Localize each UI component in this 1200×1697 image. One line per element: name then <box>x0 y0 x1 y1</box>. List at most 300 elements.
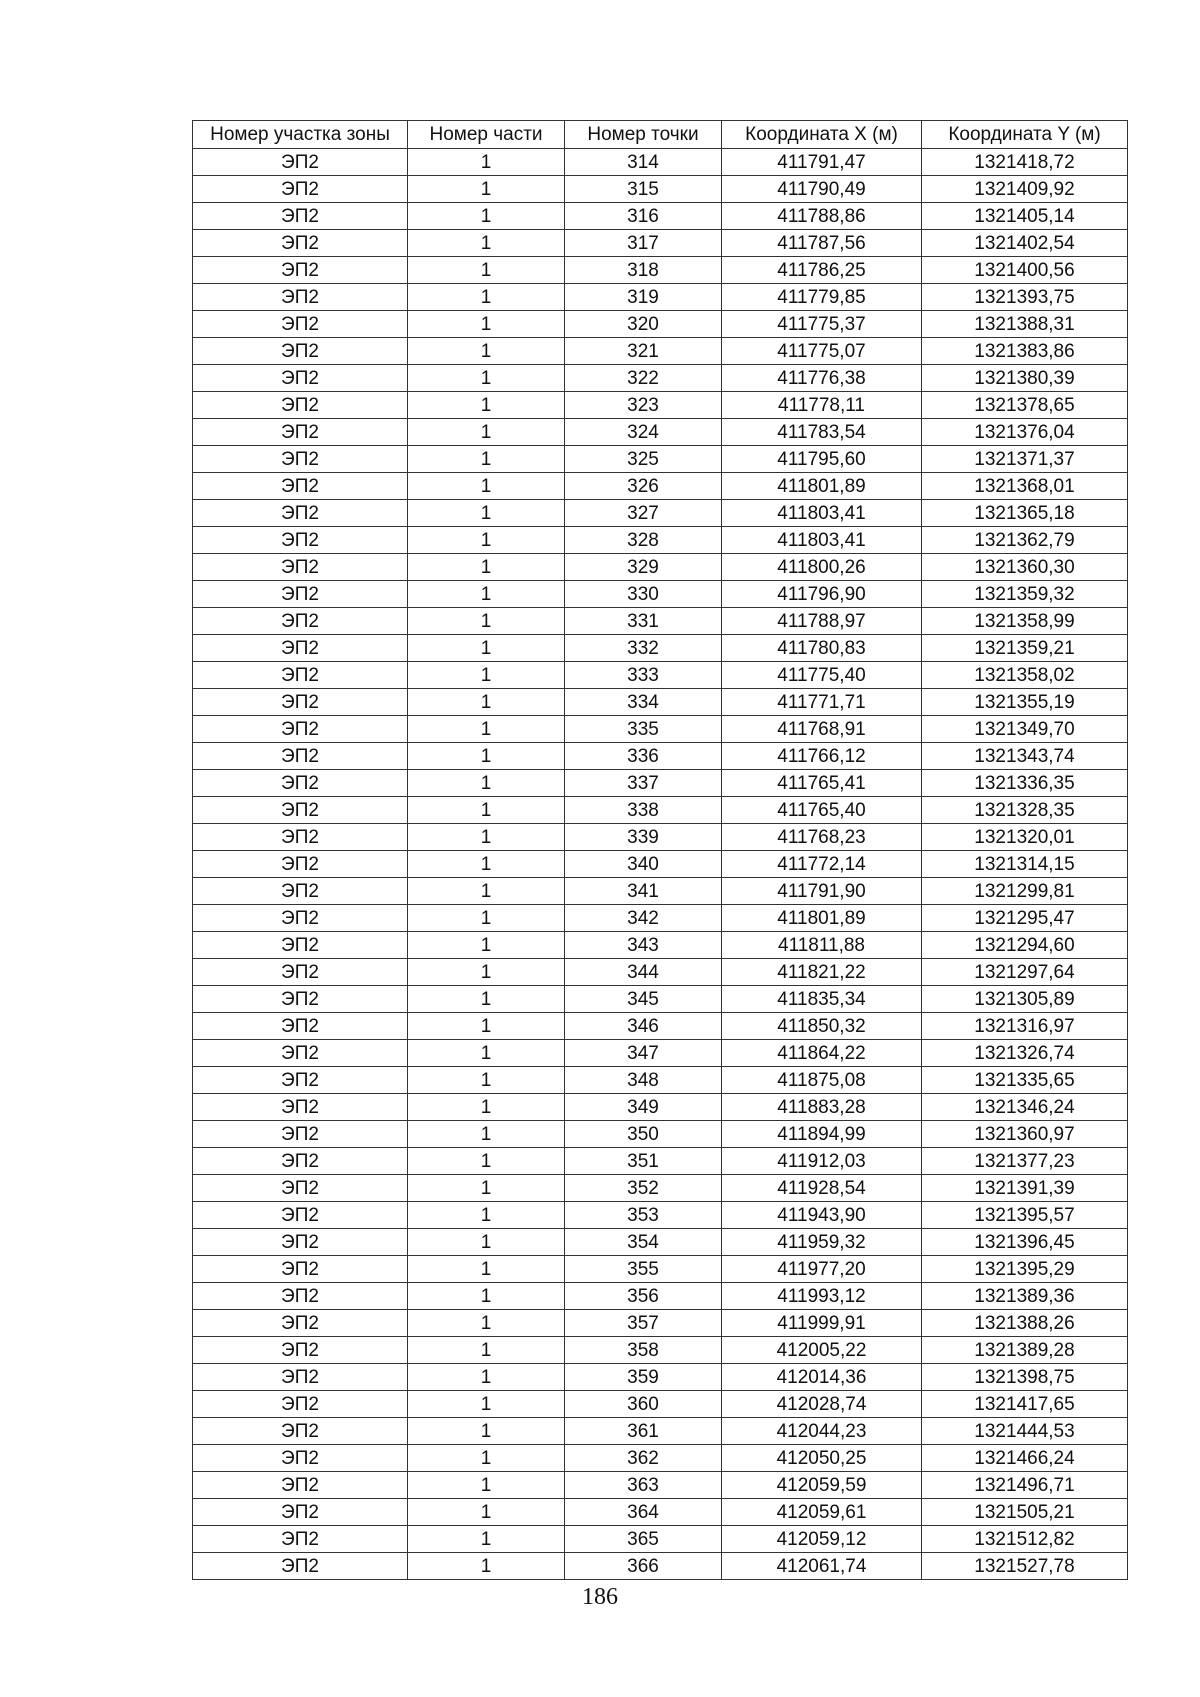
cell-coordinate-x: 411864,22 <box>722 1040 922 1067</box>
table-row <box>193 1526 1128 1553</box>
cell-point-number: 331 <box>565 608 722 635</box>
table-row <box>193 743 1128 770</box>
table-row <box>193 338 1128 365</box>
cell-part-number: 1 <box>408 500 565 527</box>
table-row <box>193 473 1128 500</box>
cell-coordinate-y: 1321380,39 <box>922 365 1128 392</box>
page-number: 186 <box>582 1584 618 1610</box>
cell-point-number: 365 <box>565 1526 722 1553</box>
cell-coordinate-x: 411775,40 <box>722 662 922 689</box>
cell-part-number: 1 <box>408 257 565 284</box>
cell-coordinate-x: 411912,03 <box>722 1148 922 1175</box>
cell-coordinate-x: 412050,25 <box>722 1445 922 1472</box>
cell-zone-section: ЭП2 <box>193 1283 408 1310</box>
cell-coordinate-y: 1321388,31 <box>922 311 1128 338</box>
cell-part-number: 1 <box>408 1013 565 1040</box>
cell-part-number: 1 <box>408 446 565 473</box>
cell-zone-section: ЭП2 <box>193 203 408 230</box>
cell-point-number: 336 <box>565 743 722 770</box>
cell-part-number: 1 <box>408 338 565 365</box>
cell-zone-section: ЭП2 <box>193 851 408 878</box>
cell-coordinate-y: 1321377,23 <box>922 1148 1128 1175</box>
cell-coordinate-x: 411801,89 <box>722 905 922 932</box>
table-row <box>193 716 1128 743</box>
table-row <box>193 230 1128 257</box>
cell-part-number: 1 <box>408 311 565 338</box>
table-row <box>193 500 1128 527</box>
header-point-number: Номер точки <box>565 121 722 149</box>
cell-coordinate-x: 412059,59 <box>722 1472 922 1499</box>
table-row <box>193 203 1128 230</box>
cell-zone-section: ЭП2 <box>193 581 408 608</box>
table-row <box>193 1472 1128 1499</box>
cell-coordinate-y: 1321395,57 <box>922 1202 1128 1229</box>
cell-coordinate-x: 411787,56 <box>722 230 922 257</box>
table-row <box>193 851 1128 878</box>
cell-zone-section: ЭП2 <box>193 1121 408 1148</box>
cell-coordinate-x: 411776,38 <box>722 365 922 392</box>
header-part-number: Номер части <box>408 121 565 149</box>
cell-zone-section: ЭП2 <box>193 1310 408 1337</box>
cell-coordinate-x: 411800,26 <box>722 554 922 581</box>
cell-coordinate-y: 1321371,37 <box>922 446 1128 473</box>
table-row <box>193 1148 1128 1175</box>
cell-zone-section: ЭП2 <box>193 959 408 986</box>
cell-zone-section: ЭП2 <box>193 527 408 554</box>
cell-part-number: 1 <box>408 365 565 392</box>
cell-part-number: 1 <box>408 1445 565 1472</box>
cell-part-number: 1 <box>408 230 565 257</box>
cell-point-number: 314 <box>565 149 722 176</box>
cell-coordinate-x: 412005,22 <box>722 1337 922 1364</box>
table-header <box>193 121 1128 149</box>
cell-point-number: 335 <box>565 716 722 743</box>
cell-coordinate-x: 411977,20 <box>722 1256 922 1283</box>
cell-point-number: 363 <box>565 1472 722 1499</box>
cell-part-number: 1 <box>408 851 565 878</box>
cell-coordinate-y: 1321355,19 <box>922 689 1128 716</box>
table-row <box>193 635 1128 662</box>
cell-coordinate-x: 411803,41 <box>722 500 922 527</box>
cell-coordinate-x: 412059,12 <box>722 1526 922 1553</box>
cell-zone-section: ЭП2 <box>193 932 408 959</box>
cell-coordinate-y: 1321389,36 <box>922 1283 1128 1310</box>
cell-point-number: 337 <box>565 770 722 797</box>
cell-zone-section: ЭП2 <box>193 446 408 473</box>
cell-coordinate-x: 412044,23 <box>722 1418 922 1445</box>
cell-zone-section: ЭП2 <box>193 1553 408 1580</box>
cell-part-number: 1 <box>408 1175 565 1202</box>
cell-coordinate-y: 1321362,79 <box>922 527 1128 554</box>
cell-zone-section: ЭП2 <box>193 149 408 176</box>
table-row <box>193 1337 1128 1364</box>
cell-coordinate-y: 1321346,24 <box>922 1094 1128 1121</box>
cell-coordinate-x: 411803,41 <box>722 527 922 554</box>
cell-coordinate-x: 411959,32 <box>722 1229 922 1256</box>
cell-zone-section: ЭП2 <box>193 743 408 770</box>
cell-coordinate-x: 411778,11 <box>722 392 922 419</box>
cell-coordinate-y: 1321409,92 <box>922 176 1128 203</box>
table-row <box>193 1175 1128 1202</box>
cell-coordinate-y: 1321314,15 <box>922 851 1128 878</box>
table-row <box>193 1445 1128 1472</box>
cell-part-number: 1 <box>408 1310 565 1337</box>
cell-part-number: 1 <box>408 743 565 770</box>
table-row <box>193 419 1128 446</box>
table-row <box>193 1202 1128 1229</box>
cell-part-number: 1 <box>408 554 565 581</box>
cell-zone-section: ЭП2 <box>193 1148 408 1175</box>
table-row <box>193 1553 1128 1580</box>
cell-coordinate-x: 411993,12 <box>722 1283 922 1310</box>
cell-point-number: 355 <box>565 1256 722 1283</box>
table-row <box>193 149 1128 176</box>
cell-coordinate-y: 1321360,97 <box>922 1121 1128 1148</box>
cell-coordinate-x: 411801,89 <box>722 473 922 500</box>
cell-part-number: 1 <box>408 1418 565 1445</box>
cell-part-number: 1 <box>408 689 565 716</box>
cell-zone-section: ЭП2 <box>193 608 408 635</box>
cell-coordinate-y: 1321349,70 <box>922 716 1128 743</box>
cell-coordinate-y: 1321294,60 <box>922 932 1128 959</box>
cell-coordinate-y: 1321388,26 <box>922 1310 1128 1337</box>
cell-coordinate-x: 411875,08 <box>722 1067 922 1094</box>
cell-zone-section: ЭП2 <box>193 392 408 419</box>
cell-point-number: 345 <box>565 986 722 1013</box>
cell-coordinate-y: 1321320,01 <box>922 824 1128 851</box>
cell-coordinate-x: 411795,60 <box>722 446 922 473</box>
cell-part-number: 1 <box>408 635 565 662</box>
cell-coordinate-y: 1321512,82 <box>922 1526 1128 1553</box>
table-row <box>193 878 1128 905</box>
cell-part-number: 1 <box>408 1283 565 1310</box>
cell-zone-section: ЭП2 <box>193 1364 408 1391</box>
cell-point-number: 338 <box>565 797 722 824</box>
table-row <box>193 797 1128 824</box>
cell-part-number: 1 <box>408 1256 565 1283</box>
table-row <box>193 1229 1128 1256</box>
cell-coordinate-y: 1321365,18 <box>922 500 1128 527</box>
cell-part-number: 1 <box>408 1499 565 1526</box>
cell-part-number: 1 <box>408 284 565 311</box>
cell-point-number: 319 <box>565 284 722 311</box>
cell-coordinate-y: 1321359,32 <box>922 581 1128 608</box>
cell-point-number: 360 <box>565 1391 722 1418</box>
cell-point-number: 318 <box>565 257 722 284</box>
cell-coordinate-y: 1321466,24 <box>922 1445 1128 1472</box>
cell-part-number: 1 <box>408 1121 565 1148</box>
cell-coordinate-y: 1321358,02 <box>922 662 1128 689</box>
cell-coordinate-x: 412028,74 <box>722 1391 922 1418</box>
cell-part-number: 1 <box>408 527 565 554</box>
cell-part-number: 1 <box>408 1094 565 1121</box>
cell-coordinate-y: 1321396,45 <box>922 1229 1128 1256</box>
cell-zone-section: ЭП2 <box>193 1391 408 1418</box>
table-row <box>193 392 1128 419</box>
cell-coordinate-x: 411786,25 <box>722 257 922 284</box>
cell-coordinate-y: 1321295,47 <box>922 905 1128 932</box>
cell-part-number: 1 <box>408 1553 565 1580</box>
cell-coordinate-x: 411768,23 <box>722 824 922 851</box>
cell-part-number: 1 <box>408 1202 565 1229</box>
table-row <box>193 986 1128 1013</box>
cell-coordinate-y: 1321358,99 <box>922 608 1128 635</box>
cell-coordinate-x: 411768,91 <box>722 716 922 743</box>
cell-coordinate-y: 1321343,74 <box>922 743 1128 770</box>
cell-part-number: 1 <box>408 878 565 905</box>
cell-point-number: 334 <box>565 689 722 716</box>
cell-part-number: 1 <box>408 1472 565 1499</box>
cell-coordinate-x: 411765,41 <box>722 770 922 797</box>
table-row <box>193 446 1128 473</box>
cell-part-number: 1 <box>408 149 565 176</box>
cell-zone-section: ЭП2 <box>193 257 408 284</box>
cell-coordinate-y: 1321359,21 <box>922 635 1128 662</box>
cell-coordinate-x: 411783,54 <box>722 419 922 446</box>
cell-coordinate-y: 1321368,01 <box>922 473 1128 500</box>
cell-point-number: 343 <box>565 932 722 959</box>
table-row <box>193 959 1128 986</box>
cell-part-number: 1 <box>408 959 565 986</box>
cell-point-number: 317 <box>565 230 722 257</box>
cell-coordinate-x: 411821,22 <box>722 959 922 986</box>
cell-part-number: 1 <box>408 608 565 635</box>
table-row <box>193 176 1128 203</box>
cell-coordinate-x: 411928,54 <box>722 1175 922 1202</box>
cell-coordinate-y: 1321305,89 <box>922 986 1128 1013</box>
cell-coordinate-y: 1321336,35 <box>922 770 1128 797</box>
cell-point-number: 316 <box>565 203 722 230</box>
cell-zone-section: ЭП2 <box>193 1013 408 1040</box>
cell-coordinate-y: 1321378,65 <box>922 392 1128 419</box>
cell-point-number: 353 <box>565 1202 722 1229</box>
cell-part-number: 1 <box>408 1148 565 1175</box>
cell-coordinate-x: 411775,07 <box>722 338 922 365</box>
cell-coordinate-x: 411943,90 <box>722 1202 922 1229</box>
cell-zone-section: ЭП2 <box>193 635 408 662</box>
cell-zone-section: ЭП2 <box>193 473 408 500</box>
header-coordinate-y: Координата Y (м) <box>922 121 1128 149</box>
cell-point-number: 352 <box>565 1175 722 1202</box>
cell-zone-section: ЭП2 <box>193 797 408 824</box>
cell-part-number: 1 <box>408 986 565 1013</box>
cell-point-number: 340 <box>565 851 722 878</box>
cell-part-number: 1 <box>408 1229 565 1256</box>
cell-point-number: 357 <box>565 1310 722 1337</box>
cell-coordinate-x: 411788,97 <box>722 608 922 635</box>
cell-zone-section: ЭП2 <box>193 1472 408 1499</box>
table-row <box>193 824 1128 851</box>
cell-coordinate-y: 1321417,65 <box>922 1391 1128 1418</box>
cell-zone-section: ЭП2 <box>193 284 408 311</box>
table-body <box>193 149 1128 1580</box>
table-row <box>193 662 1128 689</box>
cell-point-number: 327 <box>565 500 722 527</box>
cell-zone-section: ЭП2 <box>193 419 408 446</box>
cell-coordinate-y: 1321393,75 <box>922 284 1128 311</box>
table-row <box>193 1364 1128 1391</box>
cell-coordinate-y: 1321400,56 <box>922 257 1128 284</box>
cell-zone-section: ЭП2 <box>193 1445 408 1472</box>
cell-coordinate-x: 412059,61 <box>722 1499 922 1526</box>
cell-coordinate-y: 1321297,64 <box>922 959 1128 986</box>
table-row <box>193 1040 1128 1067</box>
table-row <box>193 1499 1128 1526</box>
cell-coordinate-y: 1321418,72 <box>922 149 1128 176</box>
cell-zone-section: ЭП2 <box>193 1067 408 1094</box>
cell-point-number: 361 <box>565 1418 722 1445</box>
table-row <box>193 1283 1128 1310</box>
cell-coordinate-x: 411775,37 <box>722 311 922 338</box>
cell-zone-section: ЭП2 <box>193 1337 408 1364</box>
cell-coordinate-y: 1321360,30 <box>922 554 1128 581</box>
cell-zone-section: ЭП2 <box>193 1175 408 1202</box>
cell-coordinate-x: 411850,32 <box>722 1013 922 1040</box>
cell-part-number: 1 <box>408 419 565 446</box>
table-row <box>193 932 1128 959</box>
cell-part-number: 1 <box>408 1391 565 1418</box>
cell-zone-section: ЭП2 <box>193 1229 408 1256</box>
cell-part-number: 1 <box>408 581 565 608</box>
cell-part-number: 1 <box>408 905 565 932</box>
table-row <box>193 581 1128 608</box>
cell-part-number: 1 <box>408 770 565 797</box>
cell-point-number: 350 <box>565 1121 722 1148</box>
cell-zone-section: ЭП2 <box>193 1256 408 1283</box>
cell-coordinate-x: 411771,71 <box>722 689 922 716</box>
cell-zone-section: ЭП2 <box>193 662 408 689</box>
cell-zone-section: ЭП2 <box>193 878 408 905</box>
header-zone-section: Номер участка зоны <box>193 121 408 149</box>
table-row <box>193 1121 1128 1148</box>
cell-zone-section: ЭП2 <box>193 770 408 797</box>
cell-point-number: 328 <box>565 527 722 554</box>
cell-point-number: 333 <box>565 662 722 689</box>
cell-coordinate-x: 411788,86 <box>722 203 922 230</box>
cell-coordinate-y: 1321402,54 <box>922 230 1128 257</box>
cell-part-number: 1 <box>408 662 565 689</box>
cell-coordinate-y: 1321505,21 <box>922 1499 1128 1526</box>
table-row <box>193 1310 1128 1337</box>
cell-point-number: 366 <box>565 1553 722 1580</box>
cell-part-number: 1 <box>408 1364 565 1391</box>
cell-part-number: 1 <box>408 1337 565 1364</box>
cell-point-number: 332 <box>565 635 722 662</box>
cell-part-number: 1 <box>408 473 565 500</box>
cell-zone-section: ЭП2 <box>193 1418 408 1445</box>
cell-coordinate-y: 1321328,35 <box>922 797 1128 824</box>
cell-point-number: 346 <box>565 1013 722 1040</box>
cell-coordinate-x: 411999,91 <box>722 1310 922 1337</box>
cell-point-number: 322 <box>565 365 722 392</box>
cell-point-number: 348 <box>565 1067 722 1094</box>
cell-point-number: 330 <box>565 581 722 608</box>
table-row <box>193 527 1128 554</box>
cell-coordinate-y: 1321383,86 <box>922 338 1128 365</box>
cell-coordinate-y: 1321496,71 <box>922 1472 1128 1499</box>
cell-coordinate-x: 411894,99 <box>722 1121 922 1148</box>
table-row <box>193 554 1128 581</box>
cell-coordinate-y: 1321299,81 <box>922 878 1128 905</box>
table-row <box>193 608 1128 635</box>
table-row <box>193 905 1128 932</box>
cell-part-number: 1 <box>408 716 565 743</box>
cell-point-number: 362 <box>565 1445 722 1472</box>
cell-point-number: 354 <box>565 1229 722 1256</box>
cell-coordinate-x: 411796,90 <box>722 581 922 608</box>
header-coordinate-x: Координата X (м) <box>722 121 922 149</box>
table-row <box>193 1094 1128 1121</box>
cell-point-number: 358 <box>565 1337 722 1364</box>
table-row <box>193 365 1128 392</box>
cell-coordinate-x: 411791,47 <box>722 149 922 176</box>
cell-point-number: 339 <box>565 824 722 851</box>
table-row <box>193 689 1128 716</box>
cell-coordinate-x: 411811,88 <box>722 932 922 959</box>
cell-zone-section: ЭП2 <box>193 338 408 365</box>
cell-part-number: 1 <box>408 1067 565 1094</box>
cell-coordinate-y: 1321405,14 <box>922 203 1128 230</box>
cell-coordinate-x: 411835,34 <box>722 986 922 1013</box>
cell-point-number: 342 <box>565 905 722 932</box>
table-row <box>193 1256 1128 1283</box>
cell-coordinate-y: 1321389,28 <box>922 1337 1128 1364</box>
cell-zone-section: ЭП2 <box>193 1202 408 1229</box>
cell-zone-section: ЭП2 <box>193 1499 408 1526</box>
cell-zone-section: ЭП2 <box>193 716 408 743</box>
cell-coordinate-x: 412014,36 <box>722 1364 922 1391</box>
cell-coordinate-y: 1321395,29 <box>922 1256 1128 1283</box>
table-row <box>193 284 1128 311</box>
cell-zone-section: ЭП2 <box>193 986 408 1013</box>
cell-coordinate-y: 1321335,65 <box>922 1067 1128 1094</box>
cell-coordinate-y: 1321527,78 <box>922 1553 1128 1580</box>
cell-zone-section: ЭП2 <box>193 905 408 932</box>
cell-zone-section: ЭП2 <box>193 1040 408 1067</box>
cell-coordinate-y: 1321316,97 <box>922 1013 1128 1040</box>
cell-point-number: 321 <box>565 338 722 365</box>
table-row <box>193 1013 1128 1040</box>
cell-zone-section: ЭП2 <box>193 500 408 527</box>
table-row <box>193 311 1128 338</box>
cell-coordinate-y: 1321398,75 <box>922 1364 1128 1391</box>
table-row <box>193 1418 1128 1445</box>
cell-coordinate-x: 411772,14 <box>722 851 922 878</box>
cell-zone-section: ЭП2 <box>193 365 408 392</box>
coordinates-table <box>192 120 1128 1580</box>
cell-coordinate-y: 1321376,04 <box>922 419 1128 446</box>
cell-zone-section: ЭП2 <box>193 689 408 716</box>
cell-point-number: 344 <box>565 959 722 986</box>
cell-point-number: 326 <box>565 473 722 500</box>
cell-zone-section: ЭП2 <box>193 311 408 338</box>
cell-coordinate-x: 411779,85 <box>722 284 922 311</box>
table-row <box>193 257 1128 284</box>
cell-part-number: 1 <box>408 176 565 203</box>
cell-zone-section: ЭП2 <box>193 1094 408 1121</box>
cell-zone-section: ЭП2 <box>193 824 408 851</box>
cell-part-number: 1 <box>408 932 565 959</box>
table-row <box>193 1067 1128 1094</box>
cell-point-number: 329 <box>565 554 722 581</box>
cell-point-number: 323 <box>565 392 722 419</box>
cell-coordinate-x: 411791,90 <box>722 878 922 905</box>
cell-coordinate-y: 1321391,39 <box>922 1175 1128 1202</box>
cell-coordinate-x: 411883,28 <box>722 1094 922 1121</box>
cell-part-number: 1 <box>408 824 565 851</box>
cell-part-number: 1 <box>408 797 565 824</box>
cell-point-number: 349 <box>565 1094 722 1121</box>
